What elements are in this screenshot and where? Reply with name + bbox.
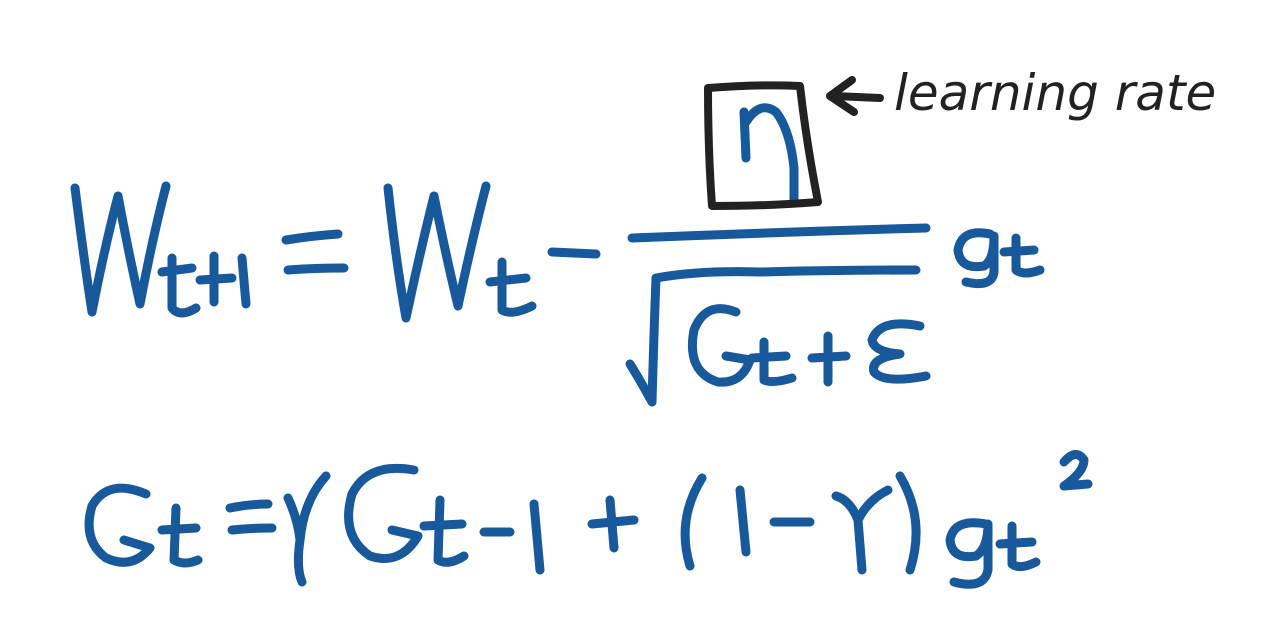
glyph-one bbox=[740, 490, 746, 552]
glyph-gamma-2 bbox=[836, 490, 888, 570]
glyph-gamma bbox=[288, 476, 326, 582]
arrow-shaft bbox=[834, 96, 880, 98]
glyph-plus bbox=[812, 336, 846, 382]
glyph-sub-t-6 bbox=[424, 500, 464, 562]
glyph-minus bbox=[552, 252, 596, 254]
glyph-G bbox=[692, 309, 750, 383]
glyph-sub-t-7 bbox=[1000, 526, 1036, 567]
glyph-equals bbox=[286, 234, 344, 270]
glyph-sub-t-5 bbox=[162, 508, 198, 563]
glyph-g-2 bbox=[950, 523, 988, 585]
glyph-W-t bbox=[388, 186, 486, 318]
glyph-sub-1-2 bbox=[534, 504, 540, 570]
glyph-sub-t-2 bbox=[490, 262, 532, 312]
glyph-sub-t-4 bbox=[1004, 238, 1040, 273]
glyph-epsilon bbox=[872, 324, 926, 379]
glyph-W bbox=[75, 186, 166, 312]
glyph-rparen bbox=[900, 476, 916, 570]
glyph-eta bbox=[744, 108, 794, 200]
glyph-G-3 bbox=[349, 468, 418, 558]
equation-accumulator bbox=[89, 454, 1088, 584]
glyph-plus-2 bbox=[592, 500, 634, 548]
equation-update-rule bbox=[75, 108, 1040, 402]
learning-rate-label: learning rate bbox=[894, 64, 1217, 122]
glyph-g bbox=[958, 233, 994, 284]
glyph-G-2 bbox=[89, 488, 150, 562]
glyph-sub-plus bbox=[200, 256, 232, 302]
fraction-bar bbox=[632, 228, 926, 238]
glyph-sup-2 bbox=[1064, 454, 1088, 486]
glyph-equals-2 bbox=[230, 504, 272, 530]
glyph-lparen bbox=[685, 478, 702, 566]
glyph-sub-t-3 bbox=[752, 342, 792, 382]
glyph-sub-1 bbox=[242, 258, 246, 304]
glyph-sub-t bbox=[162, 258, 196, 313]
